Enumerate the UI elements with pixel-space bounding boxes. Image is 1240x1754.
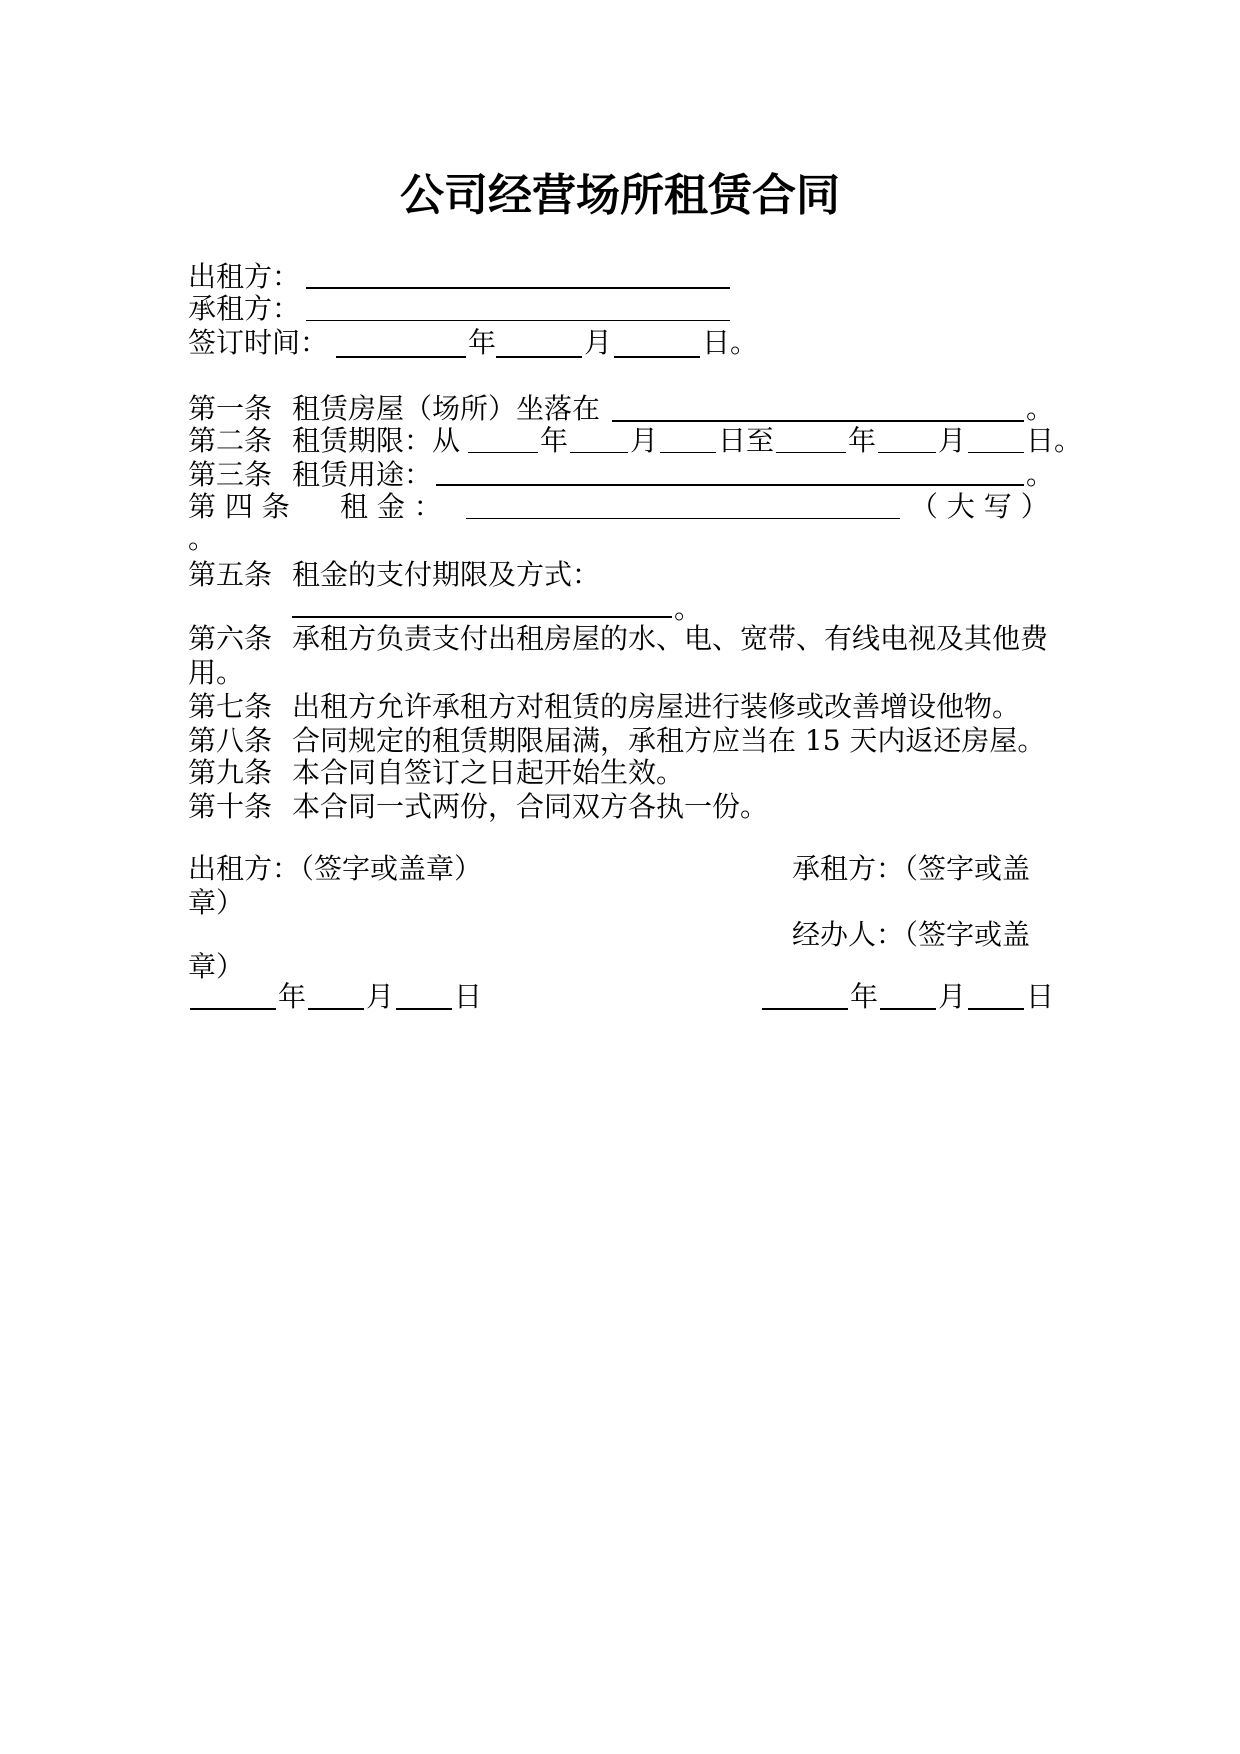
article-7-text: 出租方允许承租方对租赁的房屋进行装修或改善增设他物。: [292, 690, 1021, 723]
article-3-period: 。: [1026, 458, 1055, 491]
lessee-day-label: 日: [1026, 980, 1055, 1013]
sign-day-blank[interactable]: [614, 356, 700, 358]
article-4-capital-note: （ 大 写 ）: [910, 490, 1049, 523]
article-10-label: 第十条: [188, 790, 273, 823]
article-1-location-blank[interactable]: [612, 420, 1024, 422]
article-4-rent-blank[interactable]: [466, 518, 900, 519]
lessor-day-label: 日: [454, 980, 483, 1013]
lessee-month-blank[interactable]: [880, 1008, 936, 1010]
sign-year-label: 年: [468, 326, 497, 359]
lessee-year-blank[interactable]: [762, 1008, 848, 1010]
article-1-period: 。: [1026, 392, 1055, 425]
article-10-text: 本合同一式两份，合同双方各执一份。: [292, 790, 769, 823]
sign-date-label: 签订时间：: [188, 326, 329, 359]
term-end-day-label: 日。: [1026, 424, 1083, 457]
article-3-label: 第三条: [188, 458, 273, 491]
article-5-text: 租金的支付期限及方式：: [292, 558, 601, 591]
article-6-text-line1: 承租方负责支付出租房屋的水、电、宽带、有线电视及其他费: [292, 622, 1049, 655]
article-3-text: 租赁用途：: [292, 458, 433, 491]
article-1-text: 租赁房屋（场所）坐落在: [292, 392, 601, 425]
term-end-year-blank[interactable]: [776, 452, 846, 453]
article-9-text: 本合同自签订之日起开始生效。: [292, 756, 685, 789]
contract-title: 公司经营场所租赁合同: [400, 170, 840, 221]
article-4-text: 租 金 ：: [340, 490, 442, 523]
term-start-year-label: 年: [540, 424, 569, 457]
article-1-label: 第一条: [188, 392, 273, 425]
article-9-label: 第九条: [188, 756, 273, 789]
lessor-signature-label: 出租方：（签字或盖章）: [188, 852, 483, 885]
term-start-day-label: 日至: [718, 424, 775, 457]
lessee-month-label: 月: [938, 980, 967, 1013]
article-5-period: 。: [674, 592, 703, 625]
term-start-month-blank[interactable]: [570, 452, 628, 453]
article-8-label: 第八条: [188, 724, 273, 757]
article-4-period: 。: [188, 522, 217, 555]
article-2-text: 租赁期限：从: [292, 424, 461, 457]
sign-year-blank[interactable]: [336, 356, 466, 358]
lessor-month-blank[interactable]: [308, 1008, 364, 1010]
agent-signature-label-line2: 章）: [188, 950, 245, 983]
lessor-day-blank[interactable]: [396, 1008, 452, 1010]
lessor-name-blank[interactable]: [306, 287, 730, 289]
article-3-use-blank[interactable]: [436, 484, 1024, 486]
lessor-year-label: 年: [278, 980, 307, 1013]
article-2-label: 第二条: [188, 424, 273, 457]
lessor-label: 出租方：: [188, 260, 301, 293]
term-start-month-label: 月: [630, 424, 659, 457]
lessor-year-blank[interactable]: [190, 1008, 276, 1010]
lessee-signature-label-line1: 承租方：（签字或盖: [792, 852, 1031, 885]
term-end-year-label: 年: [848, 424, 877, 457]
lessor-month-label: 月: [366, 980, 395, 1013]
article-8-text: 合同规定的租赁期限届满，承租方应当在 15 天内返还房屋。: [292, 724, 1046, 757]
lessee-day-blank[interactable]: [968, 1008, 1024, 1010]
lessee-name-blank[interactable]: [306, 320, 730, 321]
article-5-payment-blank[interactable]: [292, 616, 672, 618]
article-6-label: 第六条: [188, 622, 273, 655]
agent-signature-label-line1: 经办人：（签字或盖: [792, 918, 1031, 951]
sign-month-blank[interactable]: [496, 356, 582, 358]
term-start-year-blank[interactable]: [468, 452, 538, 453]
sign-month-label: 月: [584, 326, 613, 359]
article-6-text-line2: 用。: [188, 656, 245, 689]
lessee-year-label: 年: [850, 980, 879, 1013]
article-4-label: 第 四 条: [188, 490, 290, 523]
sign-day-label: 日。: [702, 326, 759, 359]
lessee-label: 承租方：: [188, 292, 301, 325]
lessee-signature-label-line2: 章）: [188, 886, 245, 919]
term-end-day-blank[interactable]: [968, 452, 1024, 453]
article-7-label: 第七条: [188, 690, 273, 723]
term-end-month-blank[interactable]: [878, 452, 936, 453]
term-end-month-label: 月: [938, 424, 967, 457]
term-start-day-blank[interactable]: [660, 452, 716, 453]
article-5-label: 第五条: [188, 558, 273, 591]
